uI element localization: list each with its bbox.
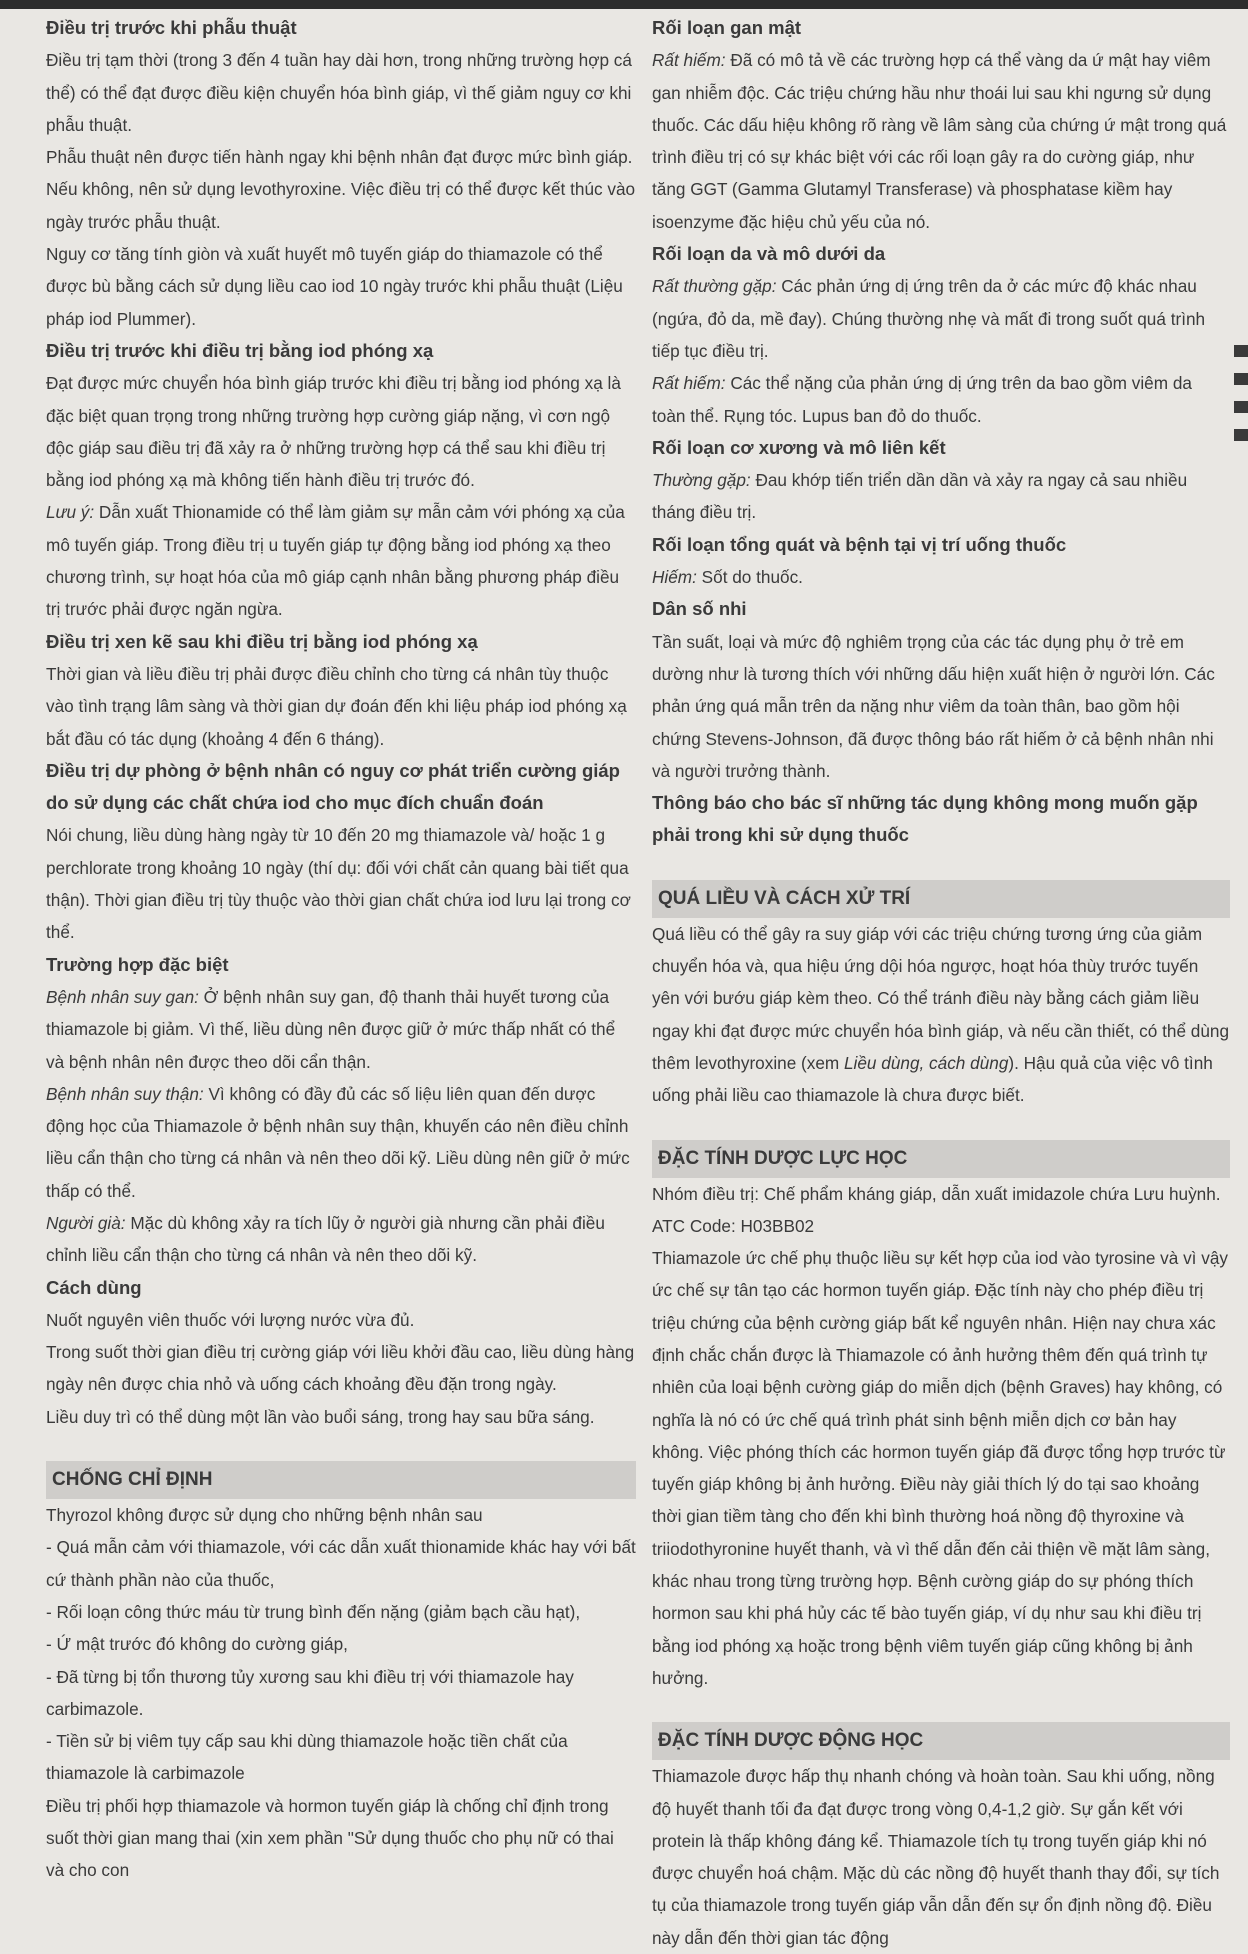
paragraph: - Rối loạn công thức máu từ trung bình đến nặng (giảm bạch cầu hạt),: [46, 1601, 581, 1622]
paragraph-text: Đã có mô tả về các trường hợp cá thể vàng da ứ mật hay viêm gan nhiễm độc. Các triệu chứng hầu như thoái lui sau khi ngưng sử dụng thuốc. Các dấu hiệu không rõ ràng về lâm sàng của chứng ứ mật trong quá trình điều trị có sự khác biệt với các rối loạn gây ra do cường giáp, như tăng GGT (Gamma Glutamyl Transferase) và phosphatase kiềm hay isoenzyme đặc hiệu chủ yếu của nó.: [652, 50, 1227, 232]
right-column: [652, 12, 1230, 1954]
paragraph: Tần suất, loại và mức độ nghiêm trọng của các tác dụng phụ ở trẻ em dường như là tương thích với những dấu hiện xuất hiện ở người lớn. Các phản ứng quá mẫn trên da nặng như viêm da toàn thân, bao gồm hội chứng Stevens-Johnson, đã được thông báo rất hiếm ở cả bệnh nhân nhi và người trưởng thành.: [652, 631, 1215, 781]
italic-lead: Người già:: [46, 1212, 126, 1233]
paragraph: [652, 561, 1230, 593]
section-heading: Rối loạn da và mô dưới da: [652, 243, 886, 265]
paragraph: [46, 1207, 636, 1272]
paragraph: - Tiền sử bị viêm tụy cấp sau khi dùng thiamazole hoặc tiền chất của thiamazole là carbimazole: [46, 1731, 568, 1784]
paragraph: [652, 44, 1230, 238]
italic-lead: Thường gặp:: [652, 470, 751, 491]
paragraph: Thyrozol không được sử dụng cho những bệnh nhân sau: [46, 1505, 483, 1526]
paragraph-text: Quá liều có thể gây ra suy giáp với các triệu chứng tương ứng của giảm chuyển hóa và, qua hiệu ứng dội hóa ngược, hoạt hóa thùy trước tuyến yên với bướu giáp kèm theo. Có thể tránh điều này bằng cách giảm liều ngay khi đạt được mức chuyển hóa bình giáp, và nếu cần thiết, có thể dùng thêm levothyroxine (xem: [652, 923, 1230, 1073]
italic-lead: Rất thường gặp:: [652, 276, 777, 297]
italic-reference: Liều dùng, cách dùng: [844, 1052, 1009, 1073]
paragraph: - Đã từng bị tổn thương tủy xương sau khi điều trị với thiamazole hay carbimazole.: [46, 1666, 574, 1719]
paragraph: Nuốt nguyên viên thuốc với lượng nước vừa đủ.: [46, 1309, 415, 1330]
spacer: [46, 1433, 636, 1461]
section-heading: Rối loạn tổng quát và bệnh tại vị trí uống thuốc: [652, 533, 1067, 555]
paragraph: [652, 464, 1230, 529]
section-heading: Cách dùng: [46, 1276, 142, 1298]
paragraph: Điều trị tạm thời (trong 3 đến 4 tuần hay dài hơn, trong những trường hợp cá thể) có thể đạt được điều kiện chuyển hóa bình giáp, vì thế giảm nguy cơ khi phẫu thuật.: [46, 50, 632, 135]
section-heading: Thông báo cho bác sĩ những tác dụng không mong muốn gặp phải trong khi sử dụng thuốc: [652, 792, 1198, 846]
paragraph: - Quá mẫn cảm với thiamazole, với các dẫn xuất thionamide khác hay với bất cứ thành phần nào của thuốc,: [46, 1537, 636, 1590]
paragraph-text: Vì không có đầy đủ các số liệu liên quan đến dược động học của Thiamazole ở bệnh nhân suy thận, khuyến cáo nên điều chỉnh liều cẩn thận cho từng cá nhân và nên theo dõi kỹ. Liều dùng nên giữ ở mức thấp có thể.: [46, 1083, 630, 1201]
italic-lead: Bệnh nhân suy gan:: [46, 986, 199, 1007]
edge-mark: [1234, 429, 1248, 441]
paragraph-text: Ở bệnh nhân suy gan, độ thanh thải huyết tương của thiamazole bị giảm. Vì thế, liều dùng nên được giữ ở mức thấp nhất có thể và bệnh nhân nên được theo dõi cẩn thận.: [46, 986, 616, 1072]
paragraph: [46, 1078, 636, 1207]
paragraph: Trong suốt thời gian điều trị cường giáp với liều khởi đầu cao, liều dùng hàng ngày nên được chia nhỏ và uống cách khoảng đều đặn trong ngày.: [46, 1342, 635, 1395]
paragraph-text: Mặc dù không xảy ra tích lũy ở người già nhưng cần phải điều chỉnh liều cẩn thận cho từng cá nhân và nên theo dõi kỹ.: [46, 1212, 605, 1266]
spacer: [652, 1694, 1230, 1722]
section-banner: ĐẶC TÍNH DƯỢC ĐỘNG HỌC: [652, 1722, 1230, 1760]
paragraph: [652, 918, 1230, 1112]
section-heading: Rối loạn cơ xương và mô liên kết: [652, 436, 946, 458]
paragraph: [46, 496, 636, 625]
paragraph: Điều trị phối hợp thiamazole và hormon tuyến giáp là chống chỉ định trong suốt thời gian mang thai (xin xem phần "Sử dụng thuốc cho phụ nữ có thai và cho con: [46, 1795, 614, 1881]
edge-mark: [1234, 373, 1248, 385]
paragraph: Liều duy trì có thể dùng một lần vào buổi sáng, trong hay sau bữa sáng.: [46, 1406, 595, 1427]
section-banner: CHỐNG CHỈ ĐỊNH: [46, 1461, 636, 1499]
italic-lead: Rất hiếm:: [652, 50, 726, 71]
section-heading: Rối loạn gan mật: [652, 17, 802, 38]
spacer: [652, 852, 1230, 880]
paragraph-text: Các phản ứng dị ứng trên da ở các mức độ khác nhau (ngứa, đỏ da, mề đay). Chúng thường nhẹ và mất đi trong suốt quá trình tiếp tục điều trị.: [652, 276, 1206, 361]
section-heading: Điều trị trước khi phẫu thuật: [46, 17, 297, 38]
section-banner: ĐẶC TÍNH DƯỢC LỰC HỌC: [652, 1140, 1230, 1178]
italic-lead: Hiếm:: [652, 567, 697, 588]
top-edge-bar: [0, 0, 1248, 9]
paragraph-text: Dẫn xuất Thionamide có thể làm giảm sự mẫn cảm với phóng xạ của mô tuyến giáp. Trong điều trị u tuyến giáp tự động bằng iod phóng xạ theo chương trình, sự hoạt hóa của mô giáp cạnh nhân bằng phương pháp điều trị trước phải được ngăn ngừa.: [46, 502, 625, 620]
section-heading: Điều trị xen kẽ sau khi điều trị bằng iod phóng xạ: [46, 630, 478, 652]
paragraph: Thời gian và liều điều trị phải được điều chỉnh cho từng cá nhân tùy thuộc vào tình trạng lâm sàng và thời gian dự đoán đến khi liệu pháp iod phóng xạ bắt đầu có tác dụng (khoảng 4 đến 6 tháng).: [46, 663, 627, 749]
paragraph: Nguy cơ tăng tính giòn và xuất huyết mô tuyến giáp do thiamazole có thể được bù bằng cách sử dụng liều cao iod 10 ngày trước khi phẫu thuật (Liệu pháp iod Plummer).: [46, 244, 623, 329]
section-banner: QUÁ LIỀU VÀ CÁCH XỬ TRÍ: [652, 880, 1230, 918]
paragraph: Đạt được mức chuyển hóa bình giáp trước khi điều trị bằng iod phóng xạ là đặc biệt quan trọng trong những trường hợp cường giáp nặng, vì cơn ngộ độc giáp sau điều trị đã xảy ra ở những trường hợp cá thể sau khi điều trị bằng iod phóng xạ mà không tiến hành điều trị trước đó.: [46, 373, 621, 491]
italic-lead: Bệnh nhân suy thận:: [46, 1083, 204, 1104]
paragraph: Thiamazole được hấp thụ nhanh chóng và hoàn toàn. Sau khi uống, nồng độ huyết thanh tối đa đạt được trong vòng 0,4-1,2 giờ. Sự gắn kết với protein là thấp không đáng kể. Thiamazole tích tụ trong tuyến giáp khi nó được chuyển hoá chậm. Mặc dù các nồng độ huyết thanh thay đổi, sự tích tụ của thiamazole trong tuyến giáp vẫn dẫn đến sự ổn định nồng độ. Điều này dẫn đến thời gian tác động: [652, 1766, 1220, 1948]
section-heading: Trường hợp đặc biệt: [46, 953, 229, 975]
paragraph: Thiamazole ức chế phụ thuộc liều sự kết hợp của iod vào tyrosine và vì vậy ức chế sự tân tạo các hormon tuyến giáp. Đặc tính này cho phép điều trị triệu chứng của bệnh cường giáp bất kể nguyên nhân. Hiện nay chưa xác định chắc chắn được là Thiamazole có ảnh hưởng thêm đến quá trình tự nhiên của loại bệnh cường giáp do miễn dịch (bệnh Graves) hay không, có nghĩa là nó có ức chế quá trình phát sinh bệnh miễn dịch cơ bản hay không. Việc phóng thích các hormon tuyến giáp đã được tổng hợp trước từ tuyến giáp không bị ảnh hưởng. Điều này giải thích lý do tại sao khoảng thời gian tiềm tàng cho đến khi bình thường hoá nồng độ thyroxine và triiodothyronine huyết thanh, và vì thế dẫn đến cải thiện về mặt lâm sàng, khác nhau trong từng trường hợp. Bệnh cường giáp do sự phóng thích hormon sau khi phá hủy các tế bào tuyến giáp, ví dụ như sau khi điều trị bằng iod phóng xạ hoặc trong bệnh viêm tuyến giáp cũng không bị ảnh hưởng.: [652, 1248, 1228, 1688]
section-heading: Điều trị trước khi điều trị bằng iod phóng xạ: [46, 339, 434, 361]
edge-mark: [1234, 401, 1248, 413]
paragraph: [46, 981, 636, 1078]
paragraph: Nói chung, liều dùng hàng ngày từ 10 đến 20 mg thiamazole và/ hoặc 1 g perchlorate trong khoảng 10 ngày (thí dụ: đối với chất cản quang bài tiết qua thận). Thời gian điều trị tùy thuộc vào thời gian chất chứa iod lưu lại trong cơ thể.: [46, 825, 631, 943]
paragraph: Phẫu thuật nên được tiến hành ngay khi bệnh nhân đạt được mức bình giáp. Nếu không, nên sử dụng levothyroxine. Việc điều trị có thể được kết thúc vào ngày trước phẫu thuật.: [46, 147, 636, 232]
section-heading: Điều trị dự phòng ở bệnh nhân có nguy cơ phát triển cường giáp do sử dụng các chất chứa iod cho mục đích chuẩn đoán: [46, 759, 620, 814]
paragraph-text: Đau khớp tiến triển dần dần và xảy ra ngay cả sau nhiều tháng điều trị.: [652, 470, 1188, 523]
italic-lead: Rất hiếm:: [652, 373, 726, 394]
paragraph-text: Các thể nặng của phản ứng dị ứng trên da bao gồm viêm da toàn thể. Rụng tóc. Lupus ban đỏ do thuốc.: [652, 373, 1192, 426]
spacer: [652, 1112, 1230, 1140]
section-heading: Dân số nhi: [652, 598, 747, 620]
italic-lead: Lưu ý:: [46, 502, 95, 523]
paragraph: - Ứ mật trước đó không do cường giáp,: [46, 1634, 348, 1655]
edge-marks: [1234, 345, 1248, 457]
edge-mark: [1234, 345, 1248, 357]
left-column: [46, 12, 636, 1887]
paragraph-text: ). Hậu quả của việc vô tình uống phải liều cao thiamazole là chưa được biết.: [652, 1052, 1213, 1106]
paragraph: Nhóm điều trị: Chế phẩm kháng giáp, dẫn xuất imidazole chứa Lưu huỳnh. ATC Code: H03BB02: [652, 1183, 1221, 1236]
paragraph: [652, 270, 1230, 367]
paragraph-text: Sốt do thuốc.: [696, 567, 803, 588]
paragraph: [652, 367, 1230, 432]
